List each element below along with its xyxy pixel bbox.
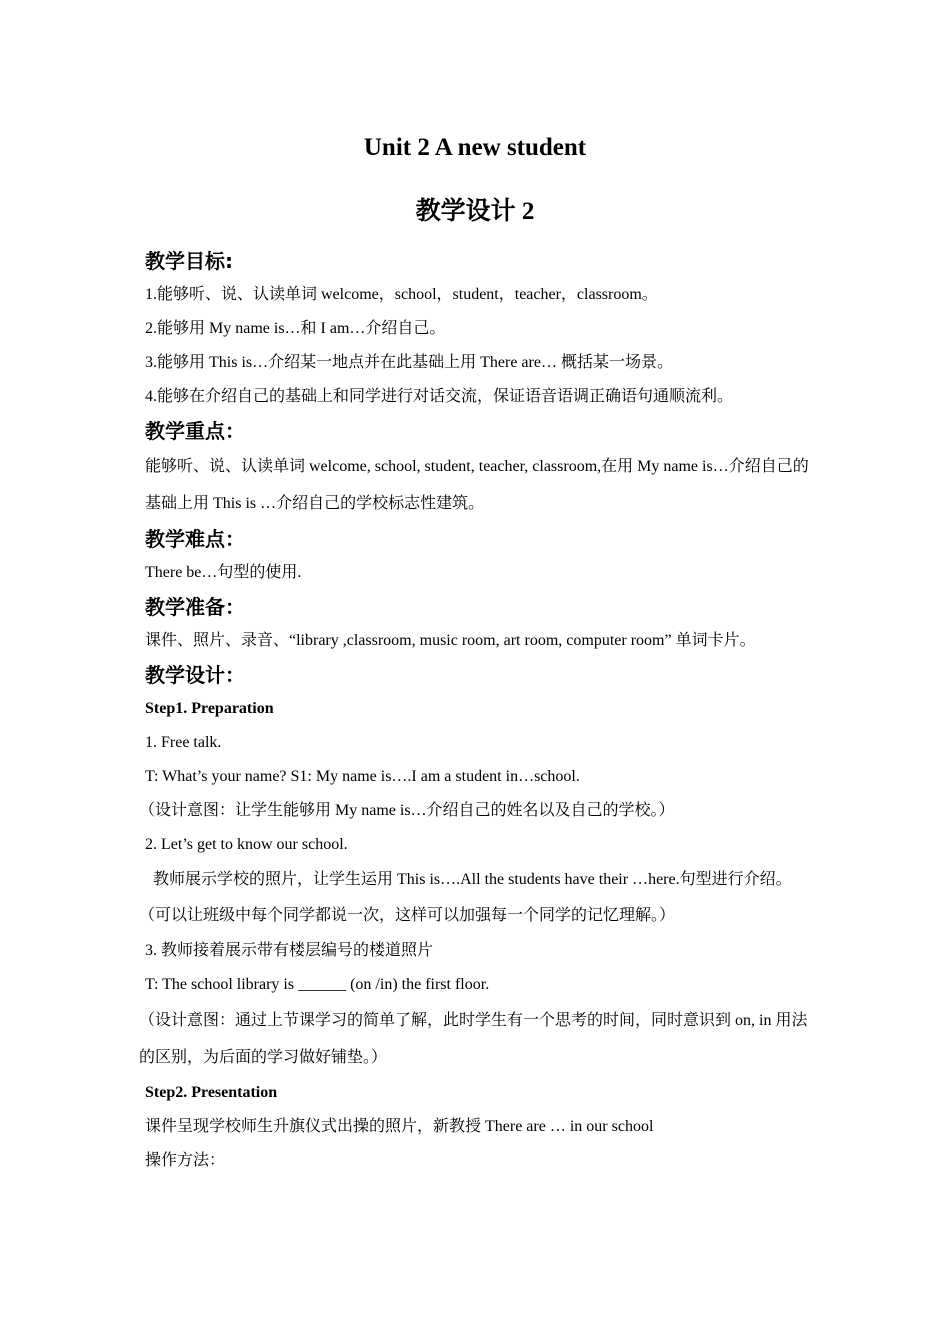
- step1-note: （设计意图：通过上节课学习的简单了解，此时学生有一个思考的时间，同时意识到 on, in 用法的区别，为后面的学习做好铺垫。）: [139, 1012, 808, 1066]
- preparation-section: [145, 590, 810, 658]
- step1-line-1: 1. Free talk.: [145, 734, 222, 751]
- objectives-heading: 教学目标:: [145, 249, 233, 273]
- objective-item-3: 3.能够用 This is…介绍某一地点并在此基础上用 There are… 概括某一场景。: [145, 354, 673, 371]
- step2-line-2: 操作方法：: [145, 1152, 226, 1169]
- step1-line-2: T: What’s your name? S1: My name is….I am a student in…school.: [145, 768, 580, 785]
- difficulties-text: There be…句型的使用.: [145, 564, 302, 581]
- step1-title: Step1. Preparation: [145, 700, 274, 717]
- key-points-text: 能够听、说、认读单词 welcome, school, student, teacher, classroom,在用 My name is…介绍自己的基础上用 This is …介绍自己的学校标志性建筑。: [145, 458, 809, 512]
- design-heading: 教学设计：: [145, 663, 245, 687]
- step1-line-3: （设计意图：让学生能够用 My name is…介绍自己的姓名以及自己的学校。）: [139, 802, 675, 819]
- document-title: Unit 2 A new student: [363, 134, 587, 161]
- step1-line-6: （可以让班级中每个同学都说一次，这样可以加强每一个同学的记忆理解。）: [139, 907, 676, 924]
- preparation-text: 课件、照片、录音、“library ,classroom, music room, art room, computer room” 单词卡片。: [145, 632, 756, 649]
- document-subtitle: 教学设计 2: [415, 198, 535, 225]
- objectives-section: [145, 244, 810, 414]
- step1-line-7: 3. 教师接着展示带有楼层编号的楼道照片: [145, 942, 434, 959]
- step1-line-4: 2. Let’s get to know our school.: [145, 836, 348, 853]
- preparation-heading: 教学准备：: [145, 595, 245, 619]
- objective-item-2: 2.能够用 My name is…和 I am…介绍自己。: [145, 320, 446, 337]
- difficulties-section: [145, 522, 810, 590]
- step1-line-8: T: The school library is ______ (on /in) the first floor.: [145, 976, 490, 993]
- step2-line-1: 课件呈现学校师生升旗仪式出操的照片，新教授 There are … in our school: [145, 1118, 654, 1135]
- objective-item-1: 1.能够听、说、认读单词 welcome，school，student，teacher，classroom。: [145, 286, 658, 303]
- key-points-heading: 教学重点：: [145, 419, 245, 443]
- objective-item-4: 4.能够在介绍自己的基础上和同学进行对话交流，保证语音语调正确语句通顺流利。: [145, 388, 734, 405]
- key-points-section: [145, 414, 810, 522]
- step1-line-5: 教师展示学校的照片，让学生运用 This is….All the students have their …here.句型进行介绍。: [153, 871, 792, 888]
- design-section: [139, 658, 810, 1178]
- document-content: [139, 130, 810, 1178]
- difficulties-heading: 教学难点：: [145, 527, 245, 551]
- step2-title: Step2. Presentation: [145, 1084, 278, 1101]
